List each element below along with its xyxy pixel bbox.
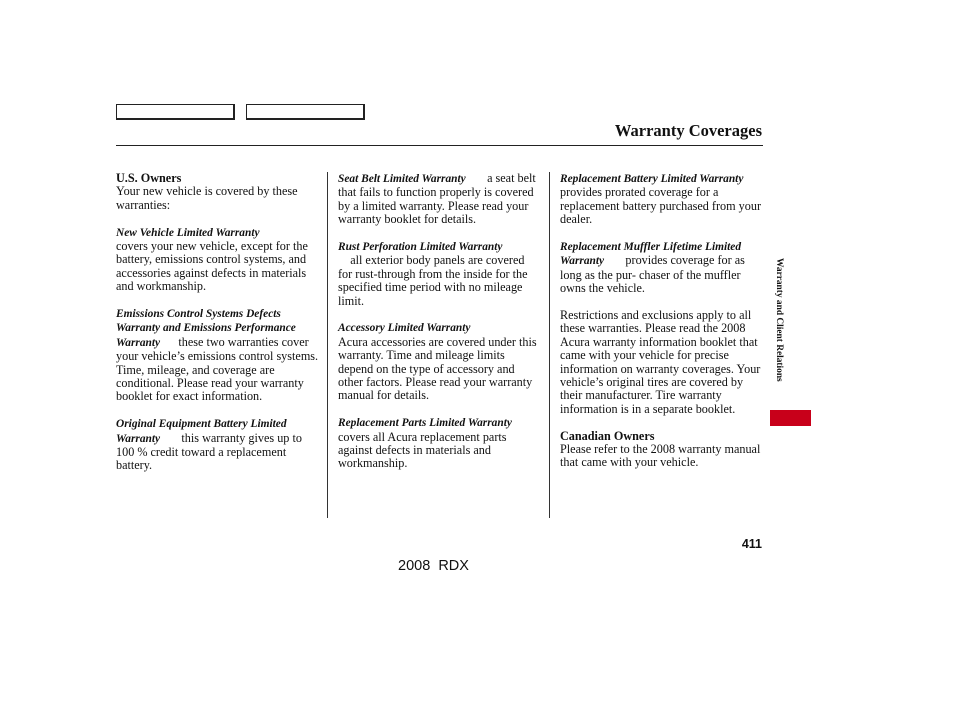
nav-button-1[interactable]: [116, 104, 235, 120]
column-1: [116, 172, 319, 486]
muffler-warranty-text: provides coverage for as long as the pur- chaser of the muffler owns the vehicle.: [560, 253, 745, 296]
canadian-owners-heading: Canadian Owners: [560, 428, 655, 443]
new-vehicle-warranty: [116, 226, 319, 294]
canadian-owners-section: [560, 430, 763, 470]
seat-belt-warranty: [338, 172, 541, 227]
page-number: 411: [741, 537, 762, 551]
emissions-warranty-term: Emissions Control Systems Defects Warranty and Emissions Performance Warranty: [116, 308, 296, 349]
us-owners-heading: U.S. Owners: [116, 171, 182, 185]
oe-battery-warranty-text: this warranty gives up to 100 % credit toward a replacement battery.: [116, 430, 302, 473]
title-divider: [116, 145, 763, 146]
parts-warranty-term: Replacement Parts Limited Warranty: [338, 417, 512, 430]
restrictions-paragraph: Restrictions and exclusions apply to all these warranties. Please read the 2008 Acura warranty information booklet that came with your vehicle for precise information on warranty coverages. Your vehicle’s original tires are covered by their manufacturer. Tire warranty information is in a separate booklet.: [560, 308, 761, 416]
muffler-warranty-term: Replacement Muffler Lifetime Limited Warranty: [560, 241, 742, 268]
us-owners-intro: Your new vehicle is covered by these warranties:: [116, 184, 298, 212]
us-owners-section: [116, 172, 319, 212]
seat-belt-warranty-term: Seat Belt Limited Warranty: [338, 173, 466, 185]
new-vehicle-warranty-text: covers your new vehicle, except for the battery, emissions control systems, and accessories against defects in materials and workmanship.: [116, 239, 308, 294]
battery-warranty: [560, 172, 763, 227]
new-vehicle-warranty-term: New Vehicle Limited Warranty: [116, 226, 260, 239]
accessory-warranty-text: Acura accessories are covered under this warranty. Time and mileage limits depend on the type of accessory and other factors. Please read your warranty manual for details.: [338, 334, 537, 403]
oe-battery-warranty-term: Original Equipment Battery Limited Warranty: [116, 418, 287, 445]
muffler-warranty: [560, 240, 763, 296]
section-side-label: Warranty and Client Relations: [774, 258, 784, 382]
battery-warranty-term: Replacement Battery Limited Warranty: [560, 173, 744, 185]
emissions-warranty: [116, 307, 319, 404]
seat-belt-warranty-text: a seat belt that fails to function properly is covered by a limited warranty. Please read your warranty booklet for details.: [338, 171, 536, 227]
column-3: [560, 172, 763, 483]
column-divider-2: [549, 172, 550, 518]
section-tab-marker: [770, 410, 811, 426]
oe-battery-warranty: [116, 417, 319, 473]
rust-warranty-term: Rust Perforation Limited Warranty: [338, 241, 503, 254]
model-footer: 2008 RDX: [398, 558, 469, 574]
column-divider-1: [327, 172, 328, 518]
accessory-warranty-term: Accessory Limited Warranty: [338, 322, 471, 335]
battery-warranty-text: provides prorated coverage for a replacement battery purchased from your dealer.: [560, 185, 762, 227]
parts-warranty-text: covers all Acura replacement parts against defects in materials and workmanship.: [338, 429, 507, 471]
emissions-warranty-text: these two warranties cover your vehicle’s emissions control systems. Time, mileage, and coverage are conditional. Please read your warranty booklet for exact information.: [116, 334, 319, 404]
page-title: Warranty Coverages: [614, 121, 762, 140]
nav-button-2[interactable]: [246, 104, 365, 120]
rust-warranty: [338, 240, 541, 308]
parts-warranty: [338, 416, 541, 471]
column-2: [338, 172, 541, 484]
rust-warranty-text: all exterior body panels are covered for rust-through from the inside for the specified time period with no mileage limit.: [338, 253, 528, 308]
canadian-owners-text: Please refer to the 2008 warranty manual that came with your vehicle.: [560, 442, 761, 470]
accessory-warranty: [338, 321, 541, 402]
